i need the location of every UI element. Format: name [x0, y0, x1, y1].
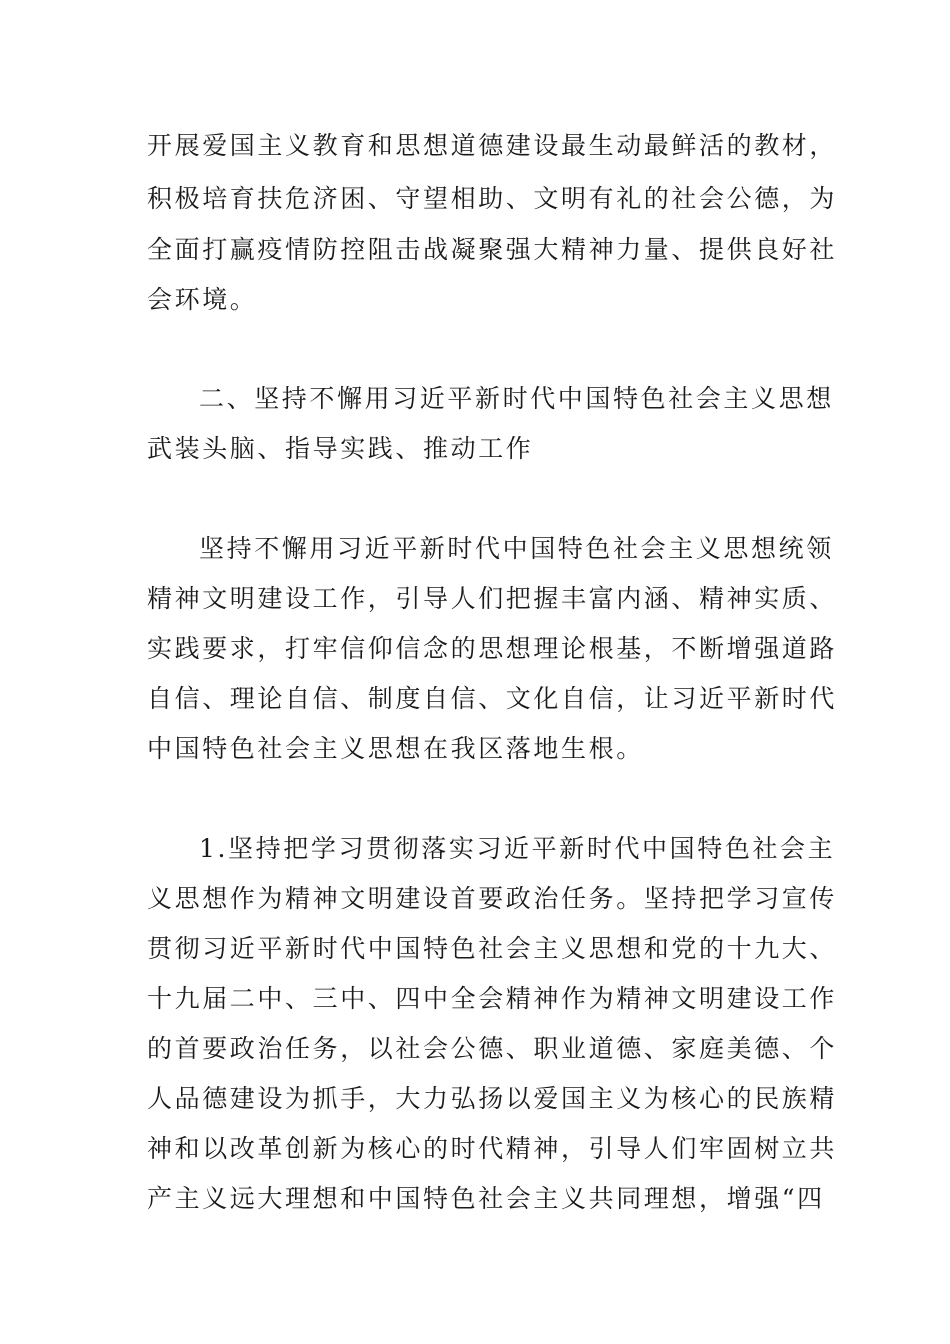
text-line: 产主义远大理想和中国特色社会主义共同理想，增强“四: [147, 1184, 825, 1213]
text-line: 开展爱国主义教育和思想道德建设最生动最鲜活的教材，: [147, 131, 838, 160]
text-line: 神和以改革创新为核心的时代精神，引导人们牢固树立共: [147, 1134, 838, 1163]
text-line: 实践要求，打牢信仰信念的思想理论根基，不断增强道路: [147, 634, 838, 663]
heading-line: 二、坚持不懈用习近平新时代中国特色社会主义思想: [199, 384, 834, 413]
text-line: 会环境。: [147, 285, 258, 314]
text-line: 精神文明建设工作，引导人们把握丰富内涵、精神实质、: [147, 584, 838, 613]
text-line: 的首要政治任务，以社会公德、职业道德、家庭美德、个: [147, 1034, 838, 1063]
text-line: 自信、理论自信、制度自信、文化自信，让习近平新时代: [147, 684, 838, 713]
text-line: 贯彻习近平新时代中国特色社会主义思想和党的十九大、: [147, 934, 838, 963]
text-line: 积极培育扶危济困、守望相助、文明有礼的社会公德，为: [147, 184, 838, 213]
text-line: 1.坚持把学习贯彻落实习近平新时代中国特色社会主: [199, 834, 836, 863]
heading-line: 武装头脑、指导实践、推动工作: [147, 434, 534, 463]
text-line: 中国特色社会主义思想在我区落地生根。: [147, 734, 644, 763]
text-line: 十九届二中、三中、四中全会精神作为精神文明建设工作: [147, 984, 838, 1013]
text-line: 坚持不懈用习近平新时代中国特色社会主义思想统领: [199, 534, 834, 563]
text-line: 义思想作为精神文明建设首要政治任务。坚持把学习宣传: [147, 884, 838, 913]
text-line: 全面打赢疫情防控阻击战凝聚强大精神力量、提供良好社: [147, 235, 838, 264]
text-line: 人品德建设为抓手，大力弘扬以爱国主义为核心的民族精: [147, 1084, 838, 1113]
